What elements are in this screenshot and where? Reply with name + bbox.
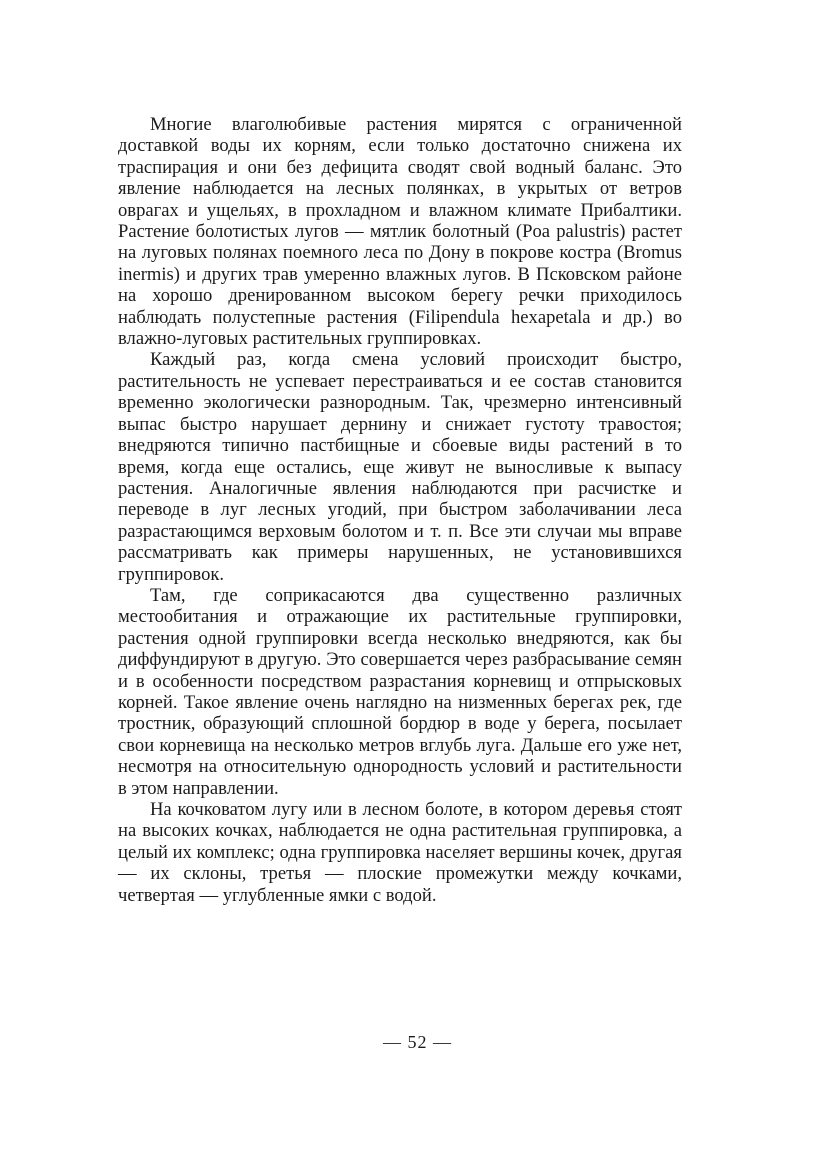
body-text: [118, 114, 682, 906]
paragraph-3: Там, где соприкасаются два существенно различных местообитания и отражающие их растительные группировки, растения одной группировки всегда несколько внедряются, как бы диффундируют в другую. Это совершается через разбрасывание семян и в особенности посредством разрастания корневищ и отпрысковых корней. Такое явление очень наглядно на низменных берегах рек, где тростник, образующий сплошной бордюр в воде у берега, посылает свои корневища на несколько метров вглубь луга. Дальше его уже нет, несмотря на относительную однородность условий и растительности в этом направлении.: [118, 584, 682, 799]
page-number: — 52 —: [383, 1032, 452, 1052]
paragraph-1: Многие влаголюбивые растения мирятся с ограниченной доставкой воды их корням, если только достаточно снижена их траспирация и они без дефицита сводят свой водный баланс. Это явление наблюдается на лесных полянках, в укрытых от ветров оврагах и ущельях, в прохладном и влажном климате Прибалтики. Растение болотистых лугов — мятлик болотный (Poa palustris) растет на луговых полянах поемного леса по Дону в покрове костра (Bromus inermis) и других трав умеренно влажных лугов. В Псковском районе на хорошо дренированном высоком берегу речки приходилось наблюдать полустепные растения (Filipendula hexapetala и др.) во влажно-луговых растительных группировках.: [118, 114, 682, 350]
paragraph-4: На кочковатом лугу или в лесном болоте, в котором деревья стоят на высоких кочках, наблюдается не одна растительная группировка, а целый их комплекс; одна группировка населяет вершины кочек, другая — их склоны, третья — плоские промежутки между кочками, четвертая — углубленные ямки с водой.: [118, 799, 682, 906]
paragraph-2: Каждый раз, когда смена условий происходит быстро, растительность не успевает перестраиваться и ее состав становится временно экологически разнородным. Так, чрезмерно интенсивный выпас быстро нарушает дернину и снижает густоту травостоя; внедряются типично пастбищные и сбоевые виды растений в то время, когда еще остались, еще живут не выносливые к выпасу растения. Аналогичные явления наблюдаются при расчистке и переводе в луг лесных угодий, при быстром заболачивании леса разрастающимся верховым болотом и т. п. Все эти случаи мы вправе рассматривать как примеры нарушенных, не установившихся группировок.: [118, 349, 682, 585]
